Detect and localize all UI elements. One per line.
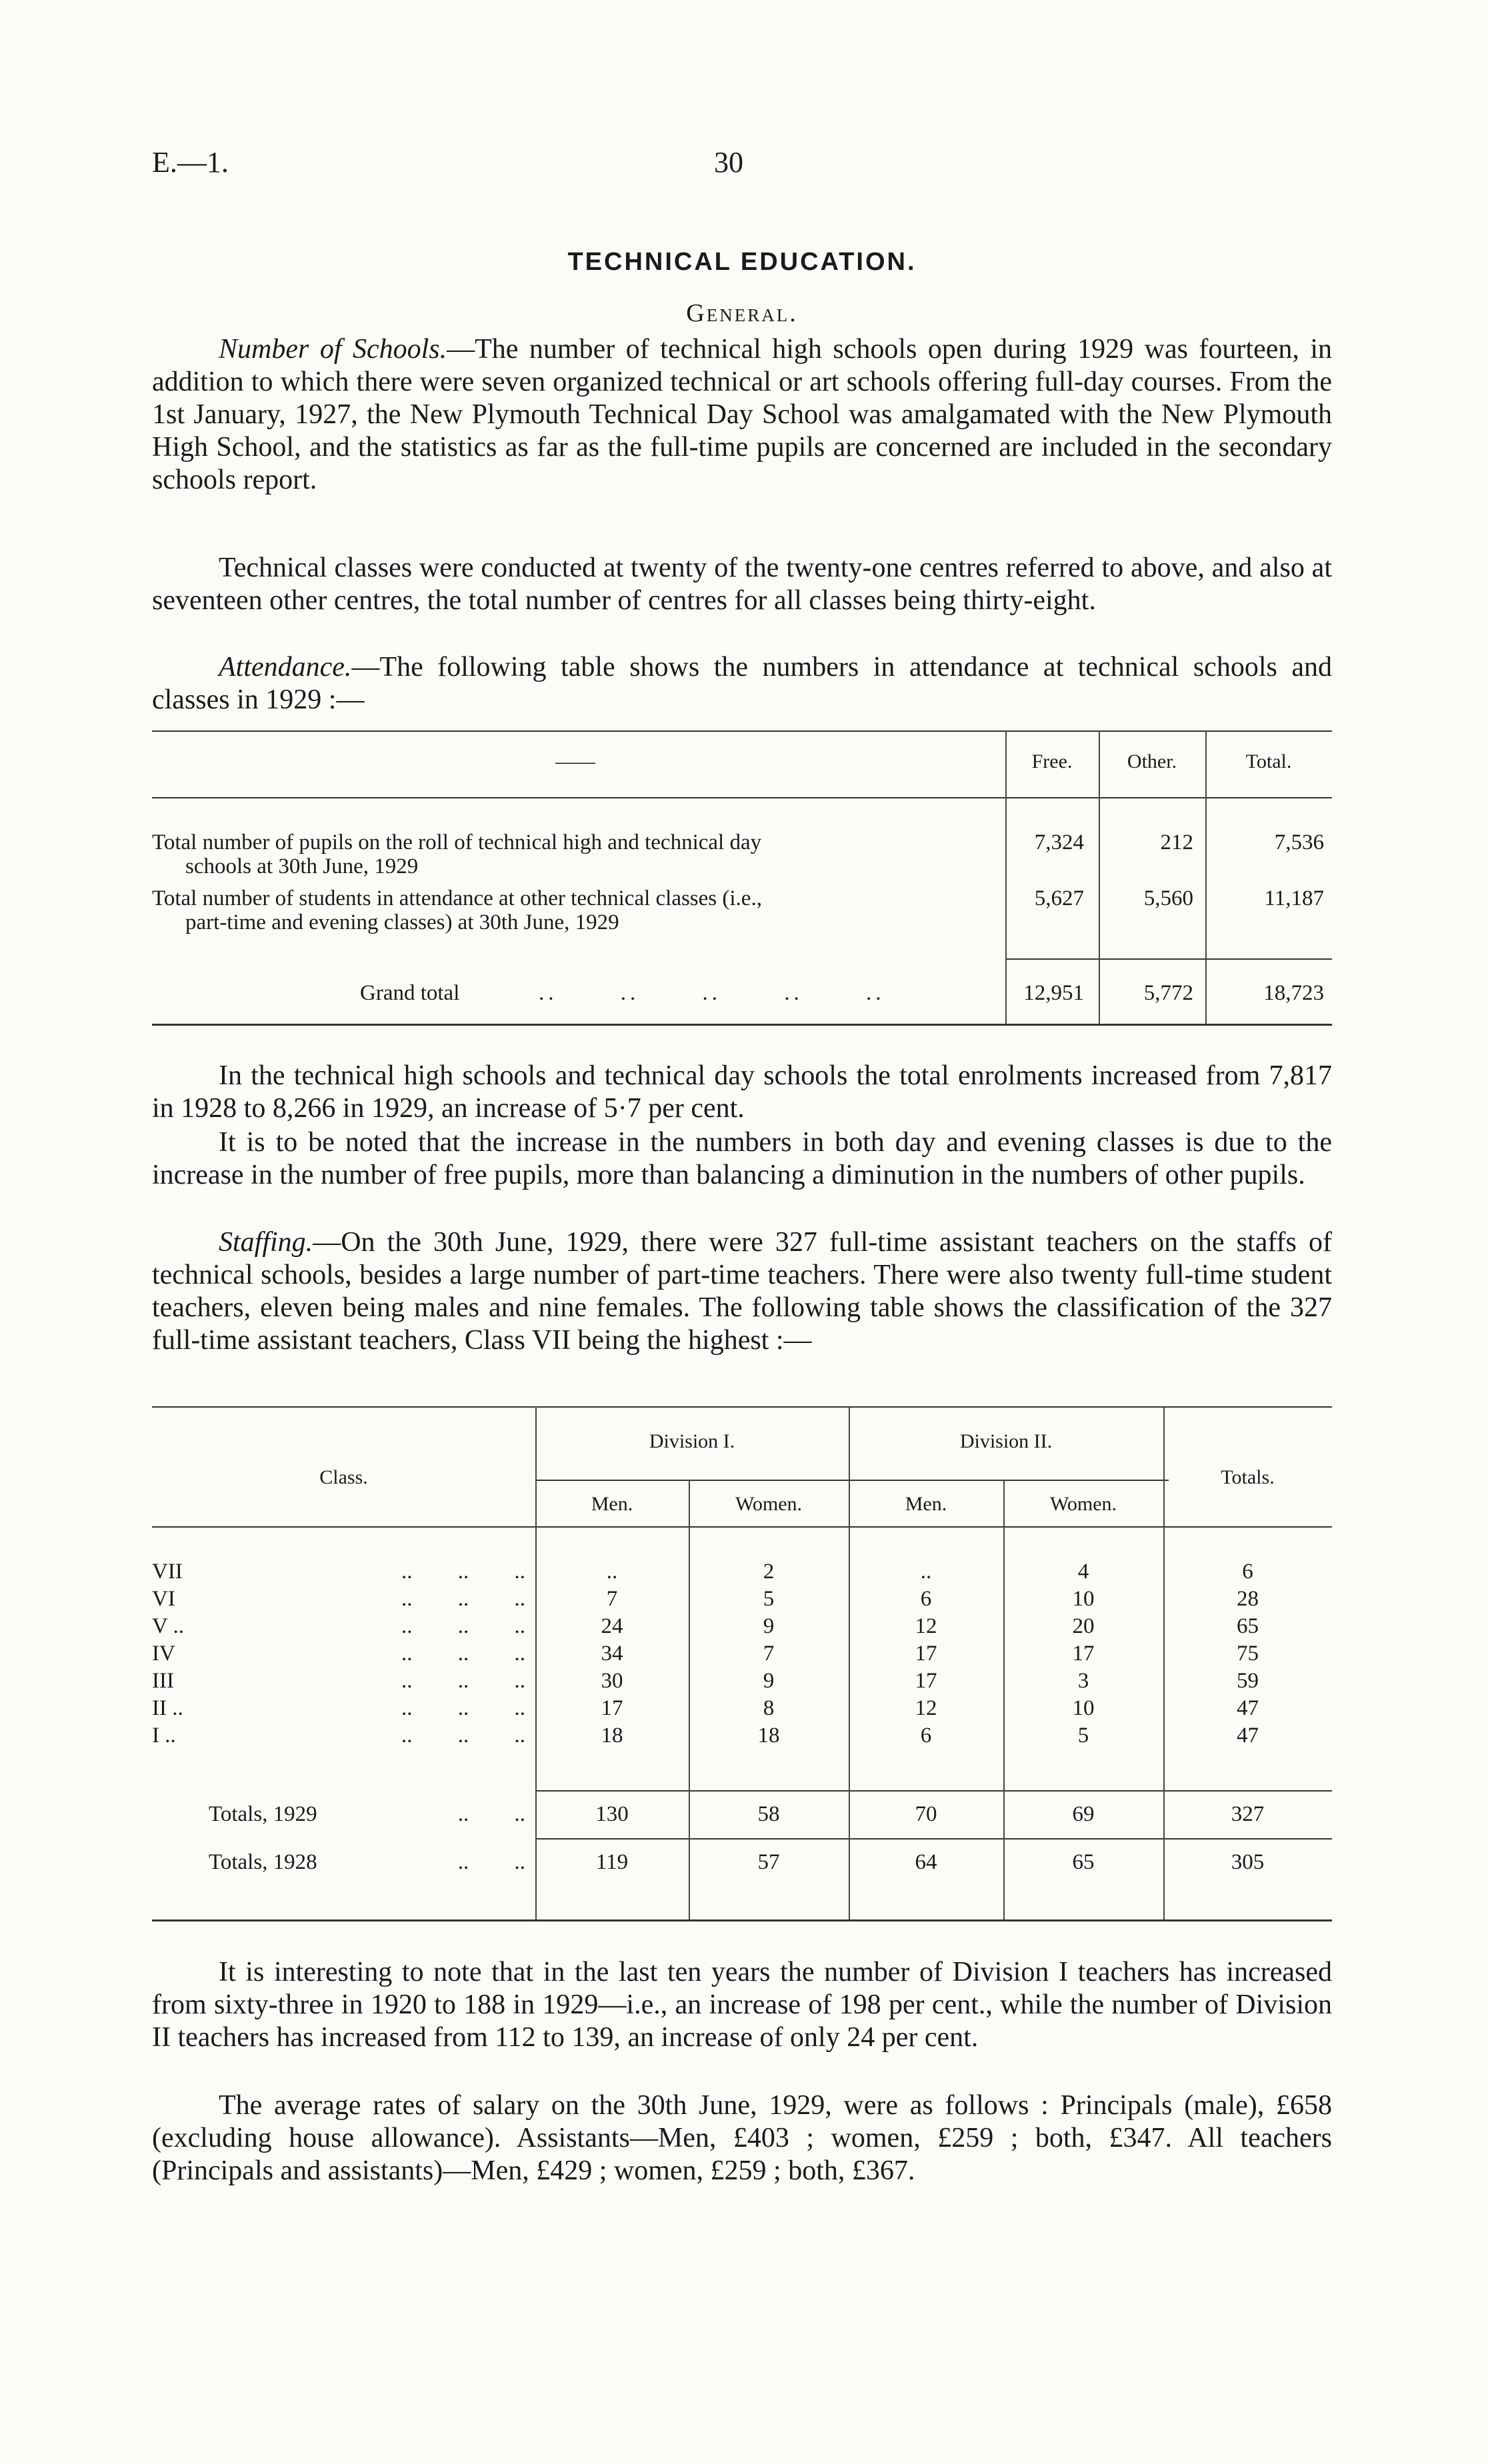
paragraph-text: The average rates of salary on the 30th June, 1929, were as follows : Principals (male), £658 (excluding house allowance). Assistants—Men, £403 ; women, £259 ; both, £347. All teachers (Principals and assistants)—Men, £429 ; women, £259 ; both, £367. [152, 2090, 1332, 2186]
paragraph-lead: Attendance. [219, 652, 352, 682]
leader-dots: .. .. .. [401, 1724, 525, 1748]
header-div1-women: Women. [735, 1493, 803, 1515]
cell-free: 5,627 [1034, 886, 1084, 910]
paragraph-division-increase [152, 1956, 1332, 2054]
paragraph-lead: Number of Schools. [219, 334, 447, 365]
header-division-2: Division II. [959, 1430, 1053, 1452]
cell-div2-women: 69 [1072, 1802, 1095, 1826]
leader-dots: .. .. [457, 1802, 525, 1826]
paragraph-salary [152, 2089, 1332, 2187]
cell-div1-women: 7 [763, 1642, 775, 1666]
cell-div1-women: 2 [763, 1560, 775, 1584]
cell-div1-women: 5 [763, 1587, 775, 1611]
paragraph-number-of-schools [152, 333, 1332, 497]
header-total: Total. [1245, 750, 1292, 772]
cell-div2-women: 5 [1077, 1724, 1089, 1748]
cell-div2-women: 10 [1072, 1587, 1095, 1611]
table-rule [152, 1919, 1332, 1921]
table-rule [152, 730, 1332, 732]
cell-div1-men: .. [606, 1560, 618, 1584]
paragraph-technical-classes [152, 552, 1332, 617]
cell-total: 47 [1237, 1724, 1259, 1748]
document-reference: E.—1. [152, 146, 229, 179]
cell-div2-men: 17 [915, 1642, 937, 1666]
cell-div1-men: 18 [601, 1724, 623, 1748]
cell-other: 5,560 [1143, 886, 1193, 910]
header-free: Free. [1031, 750, 1073, 772]
table-rule [152, 1024, 1332, 1026]
section-title: TECHNICAL EDUCATION. [567, 248, 917, 276]
cell-div1-women: 18 [757, 1724, 780, 1748]
leader-dots: .. .. .. .. .. [539, 981, 885, 1005]
cell-div1-women: 8 [763, 1696, 775, 1720]
totals-label: Totals, 1928 [209, 1850, 317, 1874]
cell-total: 28 [1237, 1587, 1259, 1611]
cell-div1-men: 24 [601, 1614, 623, 1638]
cell-div2-women: 3 [1077, 1669, 1089, 1693]
grand-total-total: 18,723 [1263, 981, 1324, 1005]
leader-dots: .. .. .. [401, 1614, 525, 1638]
cell-total: 65 [1237, 1614, 1259, 1638]
cell-div1-women: 9 [763, 1669, 775, 1693]
attendance-table [152, 730, 1332, 1024]
cell-div1-women: 57 [757, 1850, 780, 1874]
leader-dots: .. .. .. [401, 1669, 525, 1693]
grand-total-free: 12,951 [1023, 981, 1084, 1005]
paragraph-enrolments [152, 1060, 1332, 1125]
header-other: Other. [1127, 750, 1177, 772]
totals-label: Totals, 1929 [209, 1802, 317, 1826]
grand-total-label: Grand total [360, 981, 460, 1005]
cell-div1-men: 119 [595, 1850, 629, 1874]
grand-total-other: 5,772 [1143, 981, 1193, 1005]
cell-div2-women: 17 [1072, 1642, 1095, 1666]
leader-dots: .. .. .. [401, 1642, 525, 1666]
paragraph-text: —The number of technical high schools open during 1929 was fourteen, in addition to which there were seven organized technical or art schools offering full-day courses. From the 1st January, 1927, the New Plymouth Technical Day School was amalgamated with the New Plymouth High School, and the statistics as far as the full-time pupils are concerned are included in the secondary schools report. [152, 334, 1333, 495]
table-column-divider [1205, 730, 1207, 1024]
cell-div1-men: 17 [601, 1696, 623, 1720]
row-label-continued: part-time and evening classes) at 30th June, 1929 [185, 910, 619, 934]
staffing-table [152, 1406, 1332, 1919]
row-class: II .. [152, 1696, 183, 1720]
cell-div2-men: 6 [920, 1724, 932, 1748]
cell-total: 7,536 [1274, 830, 1324, 854]
paragraph-text: Technical classes were conducted at twenty of the twenty-one centres referred to above, and also at seventeen other centres, the total number of centres for all classes being thirty-eight. [152, 553, 1332, 616]
table-column-divider [1099, 730, 1100, 1024]
cell-div2-men: 12 [915, 1696, 937, 1720]
paragraph-text: —The following table shows the numbers in attendance at technical schools and classes in 1929 :— [152, 652, 1332, 715]
cell-div2-men: 64 [915, 1850, 937, 1874]
leader-dots: .. .. .. [401, 1587, 525, 1611]
row-label-continued: schools at 30th June, 1929 [185, 854, 419, 878]
row-class: III [152, 1669, 174, 1693]
paragraph-lead: Staffing. [219, 1227, 313, 1258]
header-div2-men: Men. [905, 1493, 947, 1515]
leader-dots: .. .. [457, 1850, 525, 1874]
table-rule [152, 1406, 1332, 1408]
header-class: Class. [319, 1466, 368, 1488]
row-label: Total number of students in attendance at other technical classes (i.e., [152, 886, 762, 910]
row-class: VII [152, 1560, 183, 1584]
header-totals: Totals. [1221, 1466, 1275, 1488]
cell-div1-women: 9 [763, 1614, 775, 1638]
row-class: I .. [152, 1724, 176, 1748]
cell-total: 75 [1237, 1642, 1259, 1666]
page-header [152, 145, 1332, 185]
cell-total: 11,187 [1264, 886, 1324, 910]
cell-total: 327 [1231, 1802, 1265, 1826]
cell-div1-men: 30 [601, 1669, 623, 1693]
table-rule [1005, 958, 1332, 960]
paragraph-staffing [152, 1226, 1332, 1357]
cell-div2-men: .. [920, 1560, 932, 1584]
cell-div2-women: 10 [1072, 1696, 1095, 1720]
section-subtitle: General. [686, 299, 798, 327]
cell-total: 47 [1237, 1696, 1259, 1720]
cell-div2-women: 4 [1077, 1560, 1089, 1584]
header-division-1: Division I. [649, 1430, 735, 1452]
cell-div2-men: 12 [915, 1614, 937, 1638]
row-class: IV [152, 1642, 175, 1666]
paragraph-text: It is to be noted that the increase in the numbers in both day and evening classes is due to the increase in the number of free pupils, more than balancing a diminution in the numbers of other pupils. [152, 1127, 1332, 1190]
leader-dots: .. .. .. [401, 1560, 525, 1584]
header-blank: —— [555, 750, 595, 772]
paragraph-text: In the technical high schools and technical day schools the total enrolments increased from 7,817 in 1928 to 8,266 in 1929, an increase of 5·7 per cent. [152, 1060, 1332, 1124]
row-class: V .. [152, 1614, 184, 1638]
cell-div2-men: 6 [920, 1587, 932, 1611]
row-class: VI [152, 1587, 175, 1611]
table-rule [535, 1790, 1332, 1792]
paragraph-text: It is interesting to note that in the last ten years the number of Division I teachers has increased from sixty-three in 1920 to 188 in 1929—i.e., an increase of 198 per cent., while the number of Division II teachers has increased from 112 to 139, an increase of only 24 per cent. [152, 1957, 1332, 2053]
cell-div2-women: 65 [1072, 1850, 1095, 1874]
header-div1-men: Men. [591, 1493, 633, 1515]
cell-div1-men: 130 [595, 1802, 629, 1826]
paragraph-attendance [152, 651, 1332, 716]
table-column-divider [1005, 730, 1007, 1024]
leader-dots: .. .. .. [401, 1696, 525, 1720]
cell-div1-men: 7 [606, 1587, 618, 1611]
paragraph-increase [152, 1126, 1332, 1192]
cell-other: 212 [1160, 830, 1193, 854]
row-label: Total number of pupils on the roll of technical high and technical day [152, 830, 762, 854]
table-rule [152, 797, 1332, 798]
cell-free: 7,324 [1034, 830, 1084, 854]
header-div2-women: Women. [1049, 1493, 1117, 1515]
cell-div2-women: 20 [1072, 1614, 1095, 1638]
cell-total: 305 [1231, 1850, 1265, 1874]
cell-total: 59 [1237, 1669, 1259, 1693]
cell-div1-women: 58 [757, 1802, 780, 1826]
cell-div2-men: 70 [915, 1802, 937, 1826]
table-rule [535, 1480, 1169, 1481]
page-number: 30 [714, 146, 743, 179]
cell-div2-men: 17 [915, 1669, 937, 1693]
cell-total: 6 [1242, 1560, 1253, 1584]
table-rule [535, 1838, 1332, 1840]
paragraph-text: —On the 30th June, 1929, there were 327 full-time assistant teachers on the staffs of technical schools, besides a large number of part-time teachers. There were also twenty full-time student teachers, eleven being males and nine females. The following table shows the classification of the 327 full-time assistant teachers, Class VII being the highest :— [152, 1227, 1332, 1356]
table-rule [152, 1526, 1332, 1528]
cell-div1-men: 34 [601, 1642, 623, 1666]
